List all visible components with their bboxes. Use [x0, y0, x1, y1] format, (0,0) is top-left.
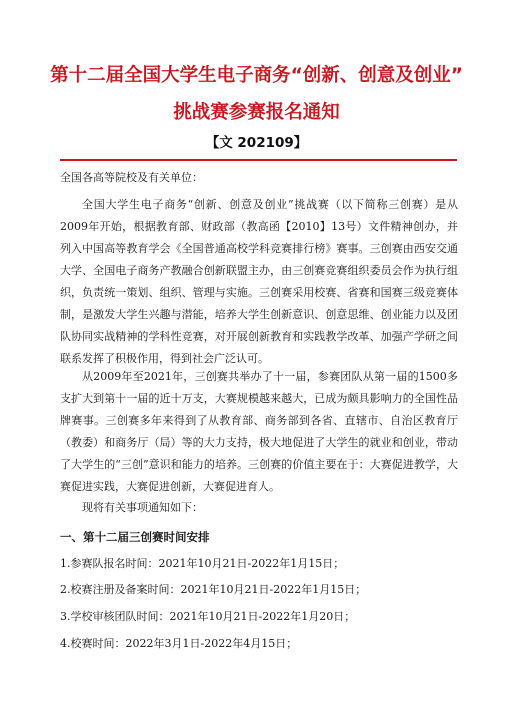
red-divider-rule [60, 159, 457, 161]
schedule-item: 1.参赛队报名时间：2021年10月21日-2022年1月15日； [60, 557, 345, 570]
paragraph-notice: 现将有关事项通知如下： [82, 501, 203, 514]
paragraph-intro: 全国大学生电子商务“创新、创意及创业”挑战赛（以下简称三创赛）是从2009年开始，根据教育部、财政部（教高函【2010】13号）文件精神创办，并列入中国高等教育学会《全国普通高校学科竞赛排行榜》赛事。三创赛由西安交通大学、全国电子商务产教融合创新联盟主办，由三创赛竞赛组织委员会作为执行组织，负责统一策划、组织、管理与实施。三创赛采用校赛、省赛和国赛三级竞赛体制，是激发大学生兴趣与潜能，培养大学生创新意识、创意思维、创业能力以及团队协同实战精神的学科性竞赛，对开展创新教育和实践教学改革、加强产学研之间联系发挥了积极作用，得到社会广泛认可。 [60, 198, 458, 365]
section-heading: 一、第十二届三创赛时间安排 [60, 530, 210, 544]
addressee: 全国各高等院校及有关单位： [60, 171, 203, 184]
document-number: 【文 202109】 [205, 135, 308, 151]
schedule-item: 3.学校审核团队时间：2021年10月21日-2022年1月20日； [60, 610, 356, 623]
schedule-item: 2.校赛注册及备案时间：2021年10月21日-2022年1月15日； [60, 583, 367, 596]
title-line-1: 第十二届全国大学生电子商务“创新、创意及创业” [50, 65, 463, 86]
title-line-2: 挑战赛参赛报名通知 [173, 102, 340, 123]
schedule-item: 4.校赛时间：2022年3月1日-2022年4月15日； [60, 637, 298, 650]
paragraph-history: 从2009年至2021年，三创赛共举办了十一届，参赛团队从第一届的1500多支扩大到第十一届的近十万支，大赛规模越来越大，已成为颇具影响力的全国性品牌赛事。三创赛多年来得到了从教育部、商务部到各省、直辖市、自治区教育厅（教委）和商务厅（局）等的大力支持，极大地促进了大学生的就业和创业，带动了大学生的“三创”意识和能力的培养。三创赛的价值主要在于：大赛促进教学，大赛促进实践，大赛促进创新，大赛促进育人。 [60, 370, 458, 493]
